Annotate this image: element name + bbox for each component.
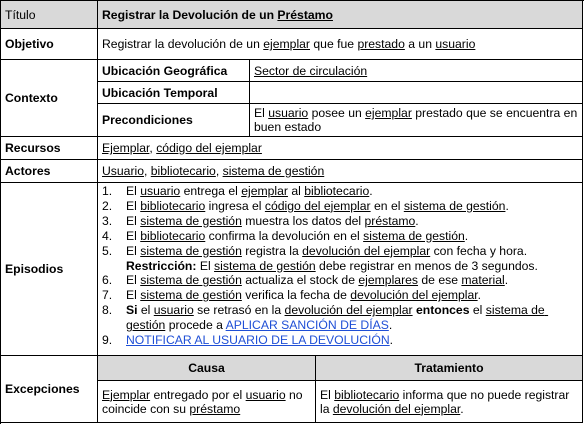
text-fragment: entregado por el bbox=[150, 387, 246, 402]
episodios-value-cell bbox=[98, 183, 583, 356]
text-fragment: . bbox=[389, 333, 394, 348]
episode-text bbox=[126, 288, 578, 303]
text-fragment: prestado que se encuentra en buen estado bbox=[254, 106, 581, 134]
text-fragment: debe registrar en menos de 3 segundos. bbox=[315, 258, 538, 273]
glossary-term: prestado bbox=[357, 37, 405, 51]
episode-link[interactable]: NOTIFICAR AL USUARIO DE LA DEVOLUCIÓN bbox=[126, 333, 390, 348]
episode-number: 1. bbox=[102, 184, 113, 198]
glossary-term: sistema de gestión bbox=[222, 164, 325, 178]
text-fragment: Restricción: bbox=[126, 258, 197, 273]
text-fragment: El bbox=[126, 198, 141, 213]
causa-text bbox=[102, 388, 311, 416]
glossary-term: devolución del ejemplar bbox=[302, 243, 431, 258]
text-fragment: . bbox=[504, 273, 509, 288]
glossary-term: sistema de gestión bbox=[363, 228, 465, 243]
text-fragment: verifica la fecha de bbox=[241, 288, 351, 303]
glossary-term: usuario bbox=[153, 303, 194, 318]
episode-item bbox=[102, 288, 578, 303]
objetivo-label: Objetivo bbox=[5, 37, 54, 51]
glossary-term: devolución del ejemplar bbox=[284, 303, 413, 318]
glossary-term: devolución del ejemplar bbox=[350, 288, 478, 303]
text-fragment: , bbox=[149, 141, 157, 155]
episode-text bbox=[126, 244, 578, 259]
episode-item bbox=[102, 184, 578, 199]
episode-number: 3. bbox=[102, 213, 113, 228]
text-fragment: El bbox=[126, 213, 141, 228]
actores-label-cell: Actores bbox=[1, 160, 98, 183]
titulo-label-cell bbox=[1, 1, 98, 29]
text-fragment: El bbox=[196, 258, 215, 273]
glossary-term: usuario bbox=[268, 106, 309, 120]
text-fragment: Registrar la devolución de un bbox=[102, 37, 264, 51]
episode-number bbox=[102, 259, 126, 274]
episode-link[interactable]: APLICAR SANCIÓN DE DÍAS bbox=[225, 318, 389, 333]
glossary-term: usuario bbox=[140, 184, 181, 198]
glossary-term: material bbox=[461, 273, 505, 288]
text-fragment: con fecha y hora. bbox=[430, 243, 528, 258]
text-fragment: , bbox=[144, 164, 151, 178]
episode-text bbox=[126, 303, 578, 333]
glossary-term: usuario bbox=[245, 387, 286, 402]
text-fragment: El bbox=[320, 387, 335, 402]
episode-item bbox=[102, 303, 578, 333]
episode-text bbox=[126, 214, 578, 229]
tratamiento-value-cell bbox=[316, 381, 583, 423]
text-fragment: muestra los datos del bbox=[241, 213, 365, 228]
episode-item bbox=[102, 244, 578, 259]
contexto-label: Contexto bbox=[5, 91, 58, 105]
episode-text bbox=[126, 333, 578, 348]
episode-number: 9. bbox=[102, 333, 113, 348]
glossary-term: código del ejemplar bbox=[264, 198, 371, 213]
text-fragment: en el bbox=[370, 198, 404, 213]
text-fragment: informa que no puede registrar la bbox=[320, 387, 573, 416]
recursos-text bbox=[102, 141, 262, 155]
text-fragment: se retrasó en la bbox=[193, 303, 285, 318]
glossary-term: bibliotecario bbox=[140, 228, 206, 243]
text-fragment: procede a bbox=[165, 318, 226, 333]
episode-item bbox=[102, 333, 578, 348]
glossary-term: bibliotecario bbox=[150, 164, 216, 178]
glossary-term: préstamo bbox=[189, 401, 241, 416]
titulo-value: Registrar la Devolución de un Préstamo bbox=[102, 7, 333, 22]
text-fragment: entonces bbox=[412, 303, 470, 318]
glossary-term: bibliotecario bbox=[304, 184, 370, 198]
glossary-term: ejemplares bbox=[358, 273, 419, 288]
precondiciones-text bbox=[254, 106, 581, 134]
episode-number: 6. bbox=[102, 273, 113, 288]
ubicacion-geografica-label-cell: Ubicación Geográfica bbox=[98, 60, 250, 82]
glossary-term: bibliotecario bbox=[140, 198, 206, 213]
text-fragment: entrega el bbox=[180, 184, 242, 198]
titulo-label: Título bbox=[5, 7, 36, 22]
glossary-term: sistema de gestión bbox=[126, 303, 549, 333]
objetivo-value-cell bbox=[98, 29, 583, 60]
episode-item bbox=[102, 199, 578, 214]
causa-header-cell: Causa bbox=[98, 356, 316, 381]
text-fragment: que fue bbox=[310, 37, 358, 51]
episode-item bbox=[102, 229, 578, 244]
text-fragment: a un bbox=[404, 37, 436, 51]
text-fragment: actualiza el stock de bbox=[241, 273, 359, 288]
episode-number: 7. bbox=[102, 288, 113, 303]
episodios-list bbox=[102, 184, 578, 348]
text-fragment: . bbox=[505, 198, 509, 213]
text-fragment: Si bbox=[126, 303, 138, 318]
episode-number: 5. bbox=[102, 243, 113, 258]
glossary-term: usuario bbox=[435, 37, 476, 51]
glossary-term: bibliotecario bbox=[334, 387, 400, 402]
glossary-term: Ejemplar bbox=[102, 141, 150, 155]
text-fragment: , bbox=[215, 164, 223, 178]
precondiciones-value-cell bbox=[250, 104, 583, 137]
episode-text bbox=[126, 199, 578, 214]
glossary-term: ejemplar bbox=[263, 37, 310, 51]
tratamiento-text bbox=[320, 388, 578, 416]
text-fragment: El bbox=[126, 243, 141, 258]
text-fragment: el bbox=[137, 303, 154, 318]
glossary-term: Ejemplar bbox=[102, 387, 151, 402]
tratamiento-header-cell: Tratamiento bbox=[316, 356, 583, 381]
ubicacion-geografica-value-cell bbox=[250, 60, 583, 82]
recursos-label-cell: Recursos bbox=[1, 137, 98, 160]
text-fragment: . bbox=[415, 213, 419, 228]
episode-text bbox=[126, 259, 578, 274]
text-fragment: de ese bbox=[418, 273, 462, 288]
episode-text bbox=[126, 273, 578, 288]
contexto-label-cell bbox=[1, 60, 98, 137]
text-fragment: El bbox=[126, 288, 141, 303]
text-fragment: ingresa el bbox=[205, 198, 265, 213]
text-fragment: . bbox=[464, 228, 469, 243]
excepciones-label-cell: Excepciones bbox=[1, 356, 98, 423]
causa-value-cell bbox=[98, 381, 316, 423]
recursos-value-cell bbox=[98, 137, 583, 160]
titulo-value-cell bbox=[98, 1, 583, 29]
episode-number: 2. bbox=[102, 198, 113, 213]
episode-number: 4. bbox=[102, 228, 113, 243]
glossary-term: sistema de gestión bbox=[214, 258, 316, 273]
text-fragment: confirma la devolución en el bbox=[205, 228, 364, 243]
ubicacion-temporal-value-cell bbox=[250, 82, 583, 104]
ubicacion-temporal-label-cell: Ubicación Temporal bbox=[98, 82, 250, 104]
text-fragment: . bbox=[369, 184, 373, 198]
text-fragment: El bbox=[126, 228, 141, 243]
text-fragment: El bbox=[254, 106, 269, 120]
episode-item bbox=[102, 214, 578, 229]
glossary-term: sistema de gestión bbox=[140, 273, 242, 288]
episodios-label-cell: Episodios bbox=[1, 183, 98, 356]
glossary-term: sistema de gestión bbox=[140, 288, 242, 303]
glossary-term: préstamo bbox=[364, 213, 416, 228]
glossary-term: ejemplar bbox=[365, 106, 412, 120]
ubicacion-geografica-value: Sector de circulación bbox=[254, 63, 368, 78]
text-fragment: el bbox=[469, 303, 486, 318]
actores-text bbox=[102, 164, 324, 178]
objetivo-label-cell bbox=[1, 29, 98, 60]
glossary-term: ejemplar bbox=[241, 184, 288, 198]
glossary-term: devolución del ejemplar bbox=[332, 401, 461, 416]
actores-value-cell bbox=[98, 160, 583, 183]
glossary-term: sistema de gestión bbox=[403, 198, 506, 213]
text-fragment: no coincide con su bbox=[102, 387, 306, 416]
text-fragment: registra la bbox=[241, 243, 303, 258]
episode-text bbox=[126, 229, 578, 244]
episode-item bbox=[102, 259, 578, 274]
text-fragment: . bbox=[388, 318, 393, 333]
text-fragment: . bbox=[477, 288, 482, 303]
episode-number: 8. bbox=[102, 303, 113, 318]
objetivo-text bbox=[102, 37, 475, 51]
episode-text bbox=[126, 184, 578, 199]
glossary-term: sistema de gestión bbox=[140, 213, 242, 228]
text-fragment: El bbox=[126, 273, 141, 288]
text-fragment: al bbox=[287, 184, 305, 198]
glossary-term: código del ejemplar bbox=[156, 141, 262, 155]
precondiciones-label-cell: Precondiciones bbox=[98, 104, 250, 137]
glossary-term: sistema de gestión bbox=[140, 243, 242, 258]
glossary-term: Usuario bbox=[102, 164, 144, 178]
text-fragment: posee un bbox=[308, 106, 366, 120]
text-fragment: El bbox=[126, 184, 141, 198]
text-fragment: . bbox=[460, 401, 464, 416]
episode-item bbox=[102, 273, 578, 288]
